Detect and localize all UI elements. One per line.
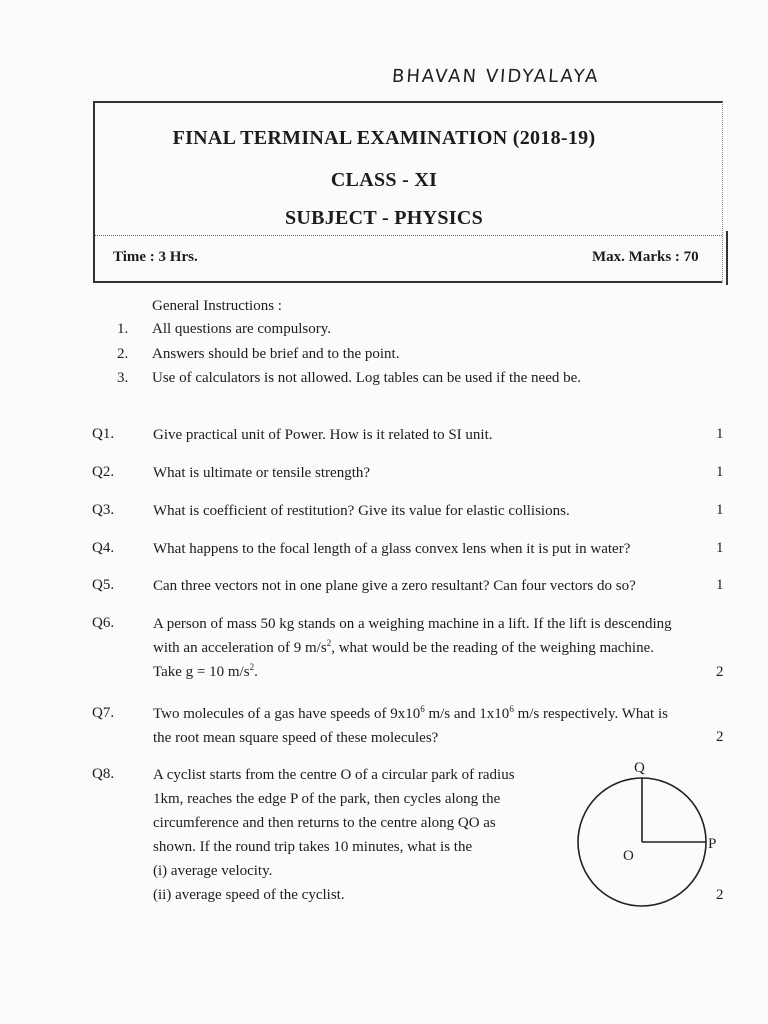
question-line: circumference and then returns to the centre along QO as [153,815,496,831]
point-q-label: Q [634,760,645,776]
question-line: A cyclist starts from the centre O of a circular park of radius [153,767,515,783]
question-line: (i) average velocity. [153,863,273,879]
question-label: Q8. [92,766,115,782]
question-text [153,702,718,750]
instruction-number: 1. [117,321,129,337]
point-p-label: P [708,836,717,852]
question-label: Q6. [92,615,115,631]
question-line: with an acceleration of 9 $m/s^2$, what would be the reading of the weighing machine. [153,638,655,656]
question-text [153,612,718,684]
instruction-number: 2. [117,346,129,362]
question-marks: 2 [716,729,724,745]
question-line: 1km, reaches the edge P of the park, then cycles along the [153,791,501,807]
question-line: shown. If the round trip takes 10 minutes, what is the [153,839,473,855]
question-text: Give practical unit of Power. How is it related to SI unit. [153,427,493,443]
question-text: What is ultimate or tensile strength? [153,465,371,481]
question-line: A person of mass 50 kg stands on a weighing machine in a lift. If the lift is descending [153,616,672,632]
class-title: CLASS - XI [330,169,438,191]
header-divider [95,235,722,236]
instructions-heading: General Instructions : [152,298,282,314]
question-text [153,763,553,907]
max-marks-label: Max. Marks : 70 [592,249,699,265]
question-label: Q4. [92,540,115,556]
header-right-bar [726,231,728,285]
question-line: Two molecules of a gas have speeds of $9x10^6$ m/s and $1x10^6$ m/s respectively. What is [153,704,668,722]
question-label: Q2. [92,464,115,480]
question-line: the root mean square speed of these molecules? [153,730,439,746]
exam-title: FINAL TERMINAL EXAMINATION (2018-19) [172,127,596,149]
instruction-text: Use of calculators is not allowed. Log tables can be used if the need be. [152,370,582,386]
time-label: Time : 3 Hrs. [113,249,198,265]
question-line: Take g = 10 $m/s^2$. [153,662,258,680]
question-marks: 2 [716,887,724,903]
question-label: Q5. [92,577,115,593]
question-text: What is coefficient of restitution? Give its value for elastic collisions. [153,503,570,519]
instruction-text: Answers should be brief and to the point. [152,346,400,362]
question-marks: 1 [716,426,724,442]
question-label: Q3. [92,502,115,518]
question-text: What happens to the focal length of a glass convex lens when it is put in water? [153,541,631,557]
question-line: (ii) average speed of the cyclist. [153,887,345,903]
circular-park-diagram [570,760,730,935]
question-marks: 1 [716,502,724,518]
question-label: Q1. [92,426,115,442]
instruction-number: 3. [117,370,129,386]
question-label: Q7. [92,705,115,721]
subject-title: SUBJECT - PHYSICS [284,207,484,229]
question-marks: 1 [716,464,724,480]
school-name: BHAVAN VIDYALAYA [391,66,601,87]
point-o-label: O [623,848,634,864]
header-bottom-rule [95,281,722,283]
instruction-text: All questions are compulsory. [152,321,331,337]
question-text: Can three vectors not in one plane give a zero resultant? Can four vectors do so? [153,578,636,594]
question-marks: 2 [716,664,724,680]
question-marks: 1 [716,577,724,593]
question-marks: 1 [716,540,724,556]
